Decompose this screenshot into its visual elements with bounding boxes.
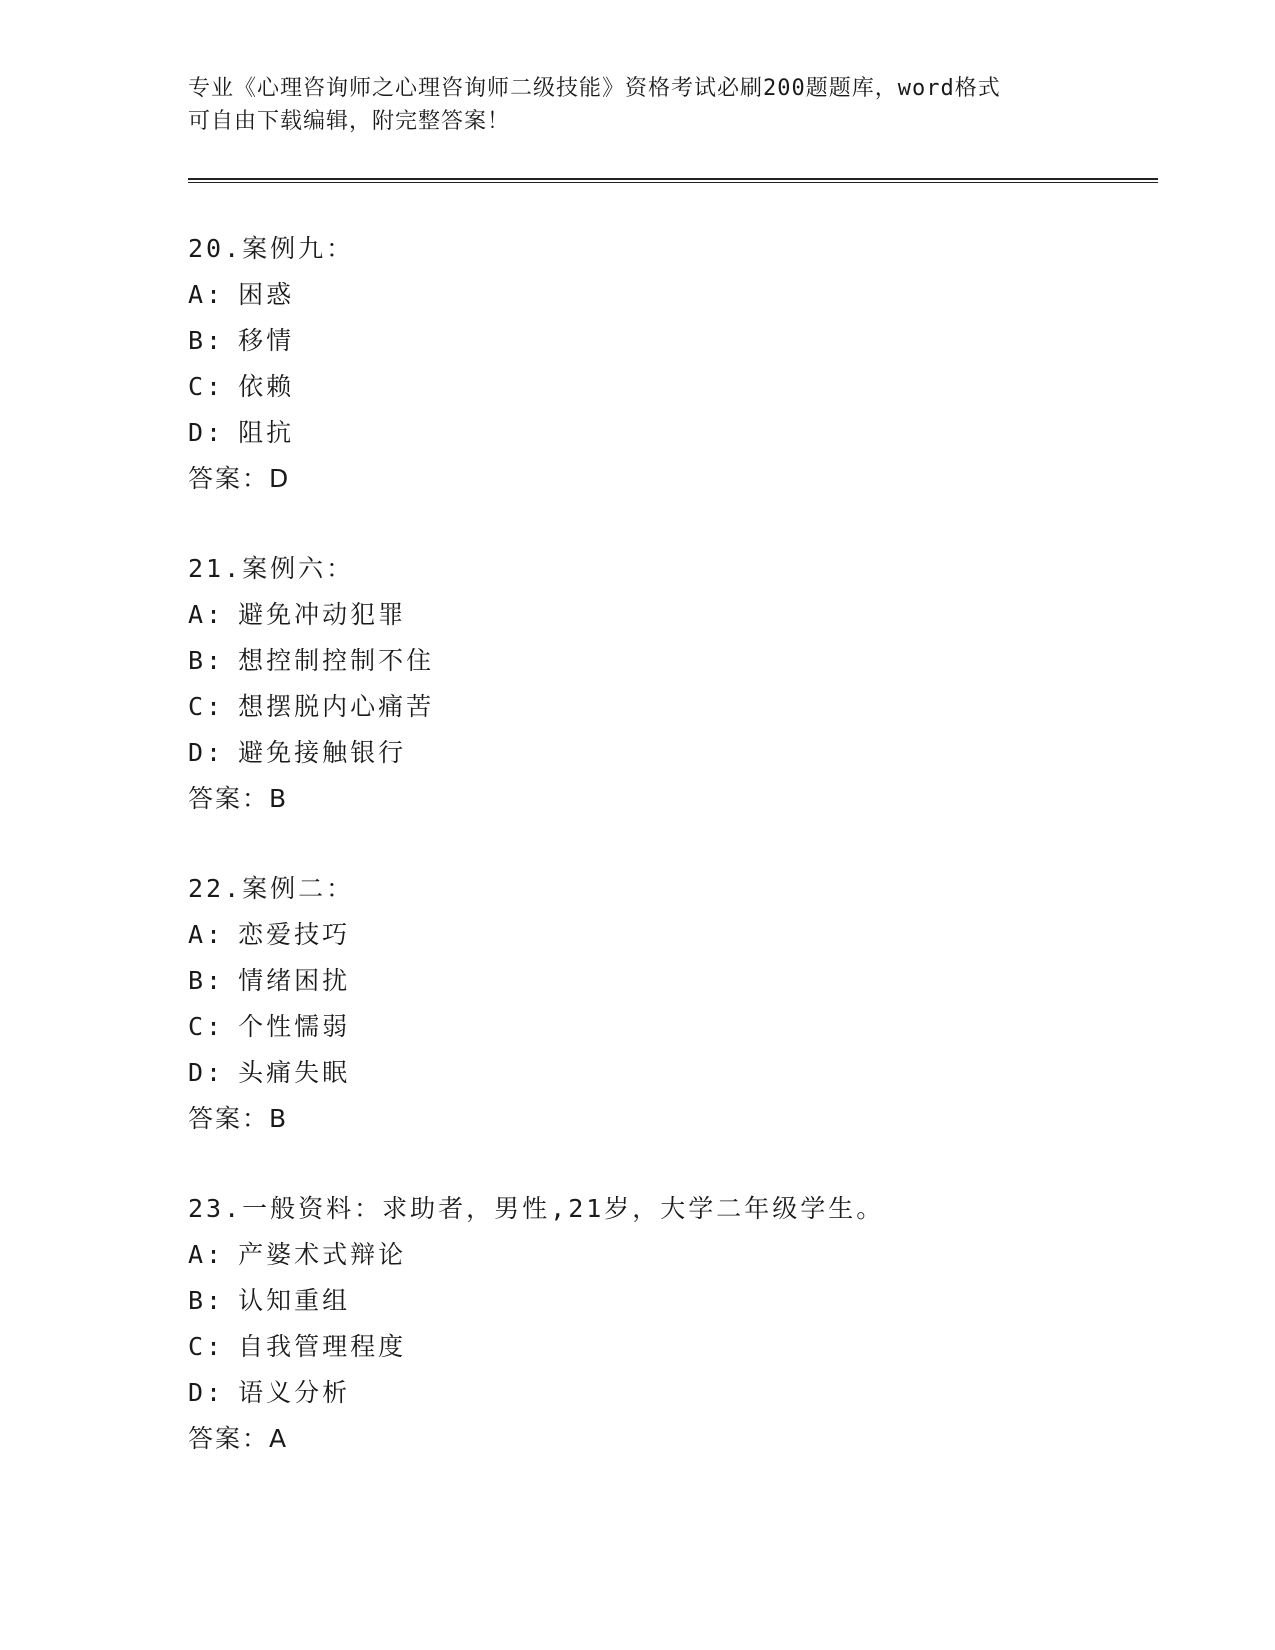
header-line-2: 可自由下载编辑，附完整答案！	[188, 109, 511, 134]
option-text: 产婆术式辩论	[238, 1240, 407, 1269]
option-a	[188, 1232, 1188, 1278]
question-stem: 21.案例六：	[188, 554, 355, 583]
option-key: C:	[188, 1332, 225, 1361]
option-key: A:	[188, 1240, 225, 1269]
option-a	[188, 912, 1188, 958]
answer-line: 答案：B	[188, 1104, 289, 1133]
option-key: C:	[188, 692, 225, 721]
option-text: 个性懦弱	[238, 1012, 351, 1041]
option-text: 依赖	[238, 372, 295, 401]
option-text: 认知重组	[238, 1286, 351, 1315]
option-text: 情绪困扰	[238, 966, 351, 995]
question-stem: 20.案例九：	[188, 234, 355, 263]
option-b	[188, 318, 1188, 364]
option-a	[188, 592, 1188, 638]
document-header	[188, 72, 1088, 138]
option-b	[188, 638, 1188, 684]
answer-line: 答案：D	[188, 464, 291, 493]
option-key: C:	[188, 372, 225, 401]
header-divider	[188, 178, 1158, 183]
option-key: A:	[188, 600, 225, 629]
option-c	[188, 364, 1188, 410]
question-stem: 23.一般资料：求助者，男性,21岁，大学二年级学生。	[188, 1194, 885, 1223]
option-d	[188, 1050, 1188, 1096]
option-d	[188, 730, 1188, 776]
option-key: D:	[188, 418, 225, 447]
option-key: A:	[188, 280, 225, 309]
question-block	[188, 546, 1188, 822]
option-c	[188, 1004, 1188, 1050]
option-c	[188, 1324, 1188, 1370]
option-key: B:	[188, 1286, 225, 1315]
question-block	[188, 1186, 1188, 1462]
option-key: D:	[188, 1058, 225, 1087]
option-d	[188, 410, 1188, 456]
option-b	[188, 958, 1188, 1004]
option-text: 避免接触银行	[238, 738, 407, 767]
option-d	[188, 1370, 1188, 1416]
option-text: 困惑	[238, 280, 295, 309]
option-text: 移情	[238, 326, 295, 355]
option-text: 阻抗	[238, 418, 295, 447]
option-b	[188, 1278, 1188, 1324]
option-text: 想控制控制不住	[238, 646, 435, 675]
option-text: 想摆脱内心痛苦	[238, 692, 435, 721]
option-c	[188, 684, 1188, 730]
question-block	[188, 226, 1188, 502]
question-stem: 22.案例二：	[188, 874, 355, 903]
option-key: B:	[188, 966, 225, 995]
option-key: C:	[188, 1012, 225, 1041]
answer-line: 答案：B	[188, 784, 289, 813]
option-key: B:	[188, 326, 225, 355]
option-a	[188, 272, 1188, 318]
option-key: D:	[188, 738, 225, 767]
option-text: 头痛失眠	[238, 1058, 351, 1087]
option-text: 恋爱技巧	[238, 920, 351, 949]
header-line-1: 专业《心理咨询师之心理咨询师二级技能》资格考试必刷200题题库，word格式	[188, 76, 1001, 101]
answer-line: 答案：A	[188, 1424, 289, 1453]
option-text: 避免冲动犯罪	[238, 600, 407, 629]
option-text: 自我管理程度	[238, 1332, 407, 1361]
question-block	[188, 866, 1188, 1142]
option-key: D:	[188, 1378, 225, 1407]
option-text: 语义分析	[238, 1378, 351, 1407]
option-key: A:	[188, 920, 225, 949]
option-key: B:	[188, 646, 225, 675]
